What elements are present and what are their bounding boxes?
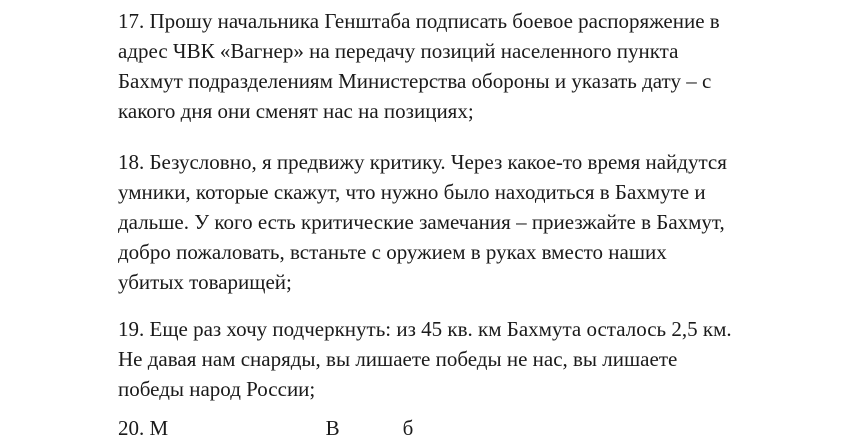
- text-line: добро пожаловать, встаньте с оружием в руках вместо наших: [118, 240, 667, 264]
- text-line: умники, которые скажут, что нужно было находиться в Бахмуте и: [118, 180, 706, 204]
- text-line: какого дня они сменят нас на позициях;: [118, 99, 474, 123]
- text-line: убитых товарищей;: [118, 270, 292, 294]
- text-line: победы народ России;: [118, 377, 316, 401]
- text-line: адрес ЧВК «Вагнер» на передачу позиций населенного пункта: [118, 39, 679, 63]
- paragraph-17: [118, 6, 818, 126]
- text-line: Не давая нам снаряды, вы лишаете победы не нас, вы лишаете: [118, 347, 678, 371]
- text-line: 20. М В б: [118, 416, 414, 440]
- text-line: 18. Безусловно, я предвижу критику. Через какое-то время найдутся: [118, 150, 727, 174]
- text-line: дальше. У кого есть критические замечания – приезжайте в Бахмут,: [118, 210, 725, 234]
- text-line: 17. Прошу начальника Генштаба подписать боевое распоряжение в: [118, 9, 720, 33]
- text-line: Бахмут подразделениям Министерства обороны и указать дату – с: [118, 69, 712, 93]
- text-line: 19. Еще раз хочу подчеркнуть: из 45 кв. км Бахмута осталось 2,5 км.: [118, 317, 732, 341]
- paragraph-19: [118, 314, 818, 404]
- paragraph-18: [118, 147, 818, 297]
- paragraph-20-partial: [118, 413, 818, 443]
